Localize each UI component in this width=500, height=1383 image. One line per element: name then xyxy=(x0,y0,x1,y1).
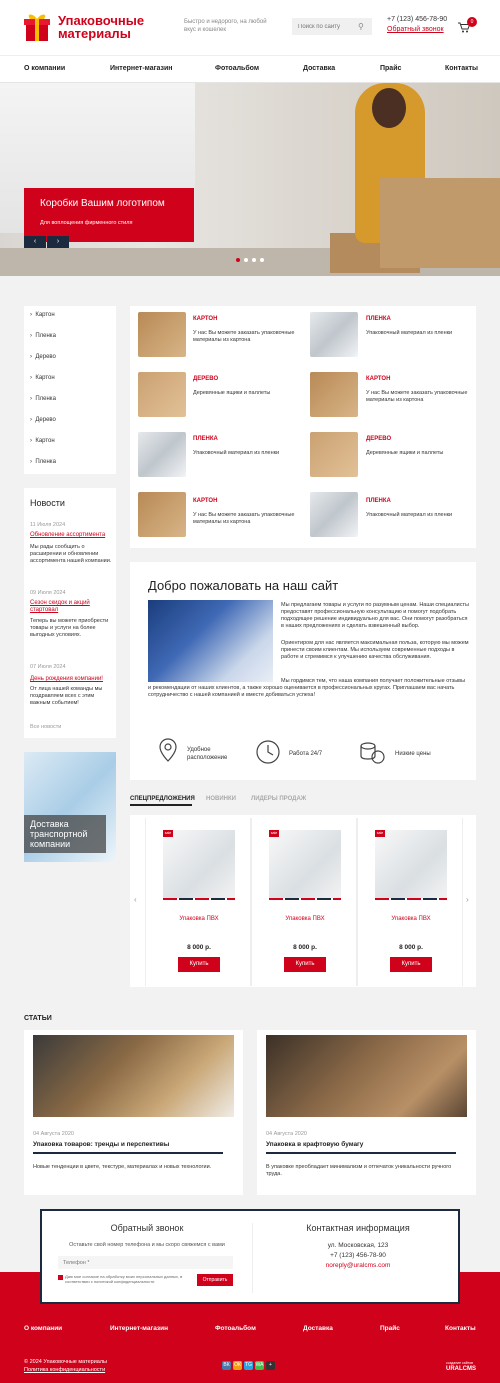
header-phone[interactable]: +7 (123) 456-78-90 xyxy=(387,16,448,23)
nav-item-contacts[interactable]: Контакты xyxy=(445,65,479,72)
product-price: 8 000 р. xyxy=(399,944,423,951)
category-title[interactable]: ПЛЕНКА xyxy=(193,436,218,442)
wood-image[interactable] xyxy=(138,372,186,417)
news-link[interactable]: Обновление ассортимента xyxy=(30,532,106,538)
hero-caption-card xyxy=(24,188,194,242)
product-image[interactable] xyxy=(269,830,341,900)
article-title[interactable]: Упаковка в крафтовую бумагу xyxy=(266,1141,456,1154)
tab-bestsellers[interactable]: ЛИДЕРЫ ПРОДАЖ xyxy=(251,796,307,802)
welcome-paragraph: Мы гордимся тем, что наша компания получает положительные отзывы и рекомендации от наших клиентов, а также хорошо оценивается в профессиональных кругах. Приглашаем вас начать сотрудничество с нашей компанией и вместе добиваться успеха! xyxy=(148,678,466,698)
category-title[interactable]: ДЕРЕВО xyxy=(366,436,392,442)
product-image[interactable] xyxy=(163,830,235,900)
welcome-paragraph: Мы предлагаем товары и услуги по разумным ценам. Наши специалисты предоставят профессиональную консультацию и помогут подобрать подходящее решение индивидуально для вас. Они помогут разобраться в наших предложениях и сделать взвешенный выбор. xyxy=(281,602,469,629)
sale-badge: sale xyxy=(164,831,172,835)
phone-field[interactable] xyxy=(58,1256,233,1269)
catalog-item[interactable]: › Картон xyxy=(30,375,55,381)
hero-slider xyxy=(0,83,500,276)
category-text: Деревянные ящики и паллеты xyxy=(193,390,271,396)
slider-dot[interactable] xyxy=(252,258,256,262)
category-text: У нас Вы можете заказать упаковочные материалы из картона xyxy=(193,330,295,343)
location-pin-icon xyxy=(152,738,184,770)
film-image[interactable] xyxy=(310,312,358,357)
news-block xyxy=(24,488,116,738)
film-image[interactable] xyxy=(138,432,186,477)
developer-caption: создание сайтов xyxy=(446,1361,474,1365)
category-title[interactable]: КАРТОН xyxy=(193,316,218,322)
contacts-phone[interactable]: +7 (123) 456-78-90 xyxy=(330,1252,386,1259)
category-grid xyxy=(130,306,476,548)
footer-nav-delivery[interactable]: Доставка xyxy=(303,1325,333,1332)
article-title[interactable]: Упаковка товаров: тренды и перспективы xyxy=(33,1141,223,1154)
gift-box-logo-icon[interactable] xyxy=(24,11,50,43)
buy-button[interactable]: Купить xyxy=(178,957,220,972)
tab-new[interactable]: НОВИНКИ xyxy=(206,796,236,802)
hero-title: Коробки Вашим логотипом xyxy=(40,198,165,209)
callback-form-subtitle: Оставьте свой номер телефона и мы скоро свяжемся с вами xyxy=(69,1242,225,1248)
footer-nav-about[interactable]: О компании xyxy=(24,1325,63,1332)
contacts-title: Контактная информация xyxy=(306,1223,410,1233)
category-title[interactable]: ПЛЕНКА xyxy=(366,498,391,504)
article-card[interactable] xyxy=(24,1030,243,1195)
welcome-heading: Добро пожаловать на наш сайт xyxy=(148,578,339,593)
news-text: От лица нашей команды мы поздравляем всех с этим важным событием! xyxy=(30,686,103,706)
article-text: В упаковке преобладает минимализм и отпечаток уникальности ручного труда. xyxy=(266,1164,452,1177)
article-image[interactable] xyxy=(33,1035,234,1117)
hero-prev-button[interactable]: ‹ xyxy=(24,236,46,248)
sale-badge: sale xyxy=(270,831,278,835)
product-image[interactable] xyxy=(375,830,447,900)
category-text: Упаковочный материал из пленки xyxy=(366,512,453,518)
slider-dot[interactable] xyxy=(260,258,264,262)
all-news-link[interactable]: Все новости xyxy=(30,724,62,730)
category-title[interactable]: ДЕРЕВО xyxy=(193,376,219,382)
news-date: 11 Июля 2024 xyxy=(30,522,66,528)
wood-image[interactable] xyxy=(310,432,358,477)
feature-label: Низкие цены xyxy=(395,751,431,757)
footer-nav-contacts[interactable]: Контакты xyxy=(445,1325,476,1332)
ok-icon[interactable]: ОК xyxy=(234,1362,241,1368)
privacy-link[interactable]: Политика конфиденциальности xyxy=(24,1367,106,1373)
carousel-next-arrow[interactable]: › xyxy=(466,895,469,904)
logo-text[interactable]: Упаковочные материалы xyxy=(58,13,145,41)
cardboard-image[interactable] xyxy=(138,492,186,537)
catalog-item[interactable]: › Картон xyxy=(30,438,55,444)
product-price: 8 000 р. xyxy=(293,944,317,951)
feature-label: Работа 24/7 xyxy=(289,751,323,757)
footer-nav-photo[interactable]: Фотоальбом xyxy=(215,1325,256,1332)
category-text: У нас Вы можете заказать упаковочные материалы из картона xyxy=(366,390,468,403)
developer-logo[interactable]: URALCMS xyxy=(446,1366,476,1372)
nav-item-shop[interactable]: Интернет-магазин xyxy=(110,65,173,72)
category-text: У нас Вы можете заказать упаковочные материалы из картона xyxy=(193,512,295,525)
nav-item-about[interactable]: О компании xyxy=(24,65,66,72)
nav-item-photo[interactable]: Фотоальбом xyxy=(215,65,260,72)
article-text: Новые тенденции в цвете, текстуре, материалах и новых технологии. xyxy=(33,1164,212,1170)
buy-button[interactable]: Купить xyxy=(390,957,432,972)
news-heading: Новости xyxy=(30,498,65,508)
catalog-item[interactable]: › Дерево xyxy=(30,354,56,360)
footer-nav-shop[interactable]: Интернет-магазин xyxy=(110,1325,169,1332)
article-card[interactable] xyxy=(257,1030,476,1195)
news-text: Мы рады сообщить о расширении и обновлении ассортимента нашей компании. xyxy=(30,544,112,564)
product-card[interactable] xyxy=(357,818,463,986)
contact-box xyxy=(40,1209,460,1304)
catalog-item[interactable]: › Пленка xyxy=(30,459,56,465)
callback-form-title: Обратный звонок xyxy=(110,1223,184,1233)
catalog-item[interactable]: › Пленка xyxy=(30,333,56,339)
callback-link[interactable]: Обратный звонок xyxy=(387,26,444,33)
welcome-film-rolls-image xyxy=(148,600,273,682)
telegram-icon[interactable]: TG xyxy=(245,1362,252,1368)
main-nav xyxy=(0,55,500,83)
news-text: Теперь вы можете приобрести товары и услуги на более выгодных условиях. xyxy=(30,618,109,638)
product-card[interactable] xyxy=(145,818,251,986)
catalog-item[interactable]: › Пленка xyxy=(30,396,56,402)
coins-icon xyxy=(356,738,388,770)
product-card[interactable] xyxy=(251,818,357,986)
tagline: Быстро и недорого, на любой вкус и кошелек xyxy=(184,19,267,33)
news-link[interactable]: День рождения компании! xyxy=(30,676,103,682)
category-text: Деревянные ящики и паллеты xyxy=(366,450,444,456)
sale-badge: sale xyxy=(376,831,384,835)
contacts-address: ул. Московская, 123 xyxy=(327,1242,389,1249)
whatsapp-icon[interactable]: WA xyxy=(255,1362,264,1368)
product-color-strip xyxy=(163,898,235,900)
catalog-item[interactable]: › Дерево xyxy=(30,417,56,423)
category-title[interactable]: КАРТОН xyxy=(193,498,218,504)
welcome-paragraph: Ориентиром для нас является максимальная польза, которую мы можем принести своим клиентам. Мы используем современные подходы в работе и стремимся к улучшению качества обслуживания. xyxy=(281,640,469,660)
share-more-icon[interactable]: + xyxy=(266,1361,275,1370)
footer-nav-price[interactable]: Прайс xyxy=(380,1325,400,1332)
contacts-email[interactable]: noreply@uralcms.com xyxy=(325,1262,391,1269)
buy-button[interactable]: Купить xyxy=(284,957,326,972)
catalog-item[interactable]: › Картон xyxy=(30,312,55,318)
search-icon[interactable]: ⚲ xyxy=(358,22,364,31)
send-button[interactable]: Отправить xyxy=(197,1274,233,1286)
product-color-strip xyxy=(269,898,341,900)
product-color-strip xyxy=(375,898,447,900)
clock-24-icon xyxy=(252,738,284,770)
consent-checkbox[interactable] xyxy=(58,1275,63,1280)
hero-box-image xyxy=(380,178,500,268)
cart-count-badge: 0 xyxy=(467,17,477,27)
news-link[interactable]: Сезон скидок и акций стартовал xyxy=(30,600,90,613)
feature-label: Удобное расположение xyxy=(187,747,228,761)
cardboard-image[interactable] xyxy=(310,372,358,417)
cardboard-image[interactable] xyxy=(138,312,186,357)
product-name[interactable]: Упаковка ПВХ xyxy=(391,916,431,922)
product-name[interactable]: Упаковка ПВХ xyxy=(285,916,325,922)
carousel-prev-arrow[interactable]: ‹ xyxy=(134,895,137,904)
category-text: Упаковочный материал из пленки xyxy=(366,330,453,336)
slider-dot[interactable] xyxy=(236,258,240,262)
hero-next-button[interactable]: › xyxy=(47,236,69,248)
category-title[interactable]: КАРТОН xyxy=(366,376,391,382)
consent-text: Даю мое согласие на обработку моих персональных данных, в соответствии с политикой конфиденциальности xyxy=(65,1274,183,1284)
article-date: 04 Августа 2020 xyxy=(266,1131,307,1137)
active-tab-underline xyxy=(130,804,192,806)
product-price: 8 000 р. xyxy=(187,944,211,951)
category-title[interactable]: ПЛЕНКА xyxy=(366,316,391,322)
article-date: 04 Августа 2020 xyxy=(33,1131,74,1137)
slider-dot[interactable] xyxy=(244,258,248,262)
catalog-menu xyxy=(24,306,116,474)
product-name[interactable]: Упаковка ПВХ xyxy=(179,916,219,922)
vk-icon[interactable]: ВК xyxy=(223,1362,230,1368)
category-text: Упаковочный материал из пленки xyxy=(193,450,280,456)
article-image[interactable] xyxy=(266,1035,467,1117)
news-date: 09 Июля 2024 xyxy=(30,590,66,596)
nav-item-price[interactable]: Прайс xyxy=(380,65,402,72)
promo-label[interactable]: Доставка транспортной компании xyxy=(24,815,106,853)
film-image[interactable] xyxy=(310,492,358,537)
articles-heading: СТАТЬИ xyxy=(24,1015,52,1022)
tab-special-offers[interactable]: СПЕЦПРЕДЛОЖЕНИЯ xyxy=(130,796,195,802)
copyright: © 2024 Упаковочные материалы xyxy=(24,1359,107,1365)
nav-item-delivery[interactable]: Доставка xyxy=(303,65,336,72)
hero-person-head-image xyxy=(372,88,406,128)
news-date: 07 Июля 2024 xyxy=(30,664,66,670)
hero-subtitle: Для воплощения фирменного стиля xyxy=(40,220,133,226)
